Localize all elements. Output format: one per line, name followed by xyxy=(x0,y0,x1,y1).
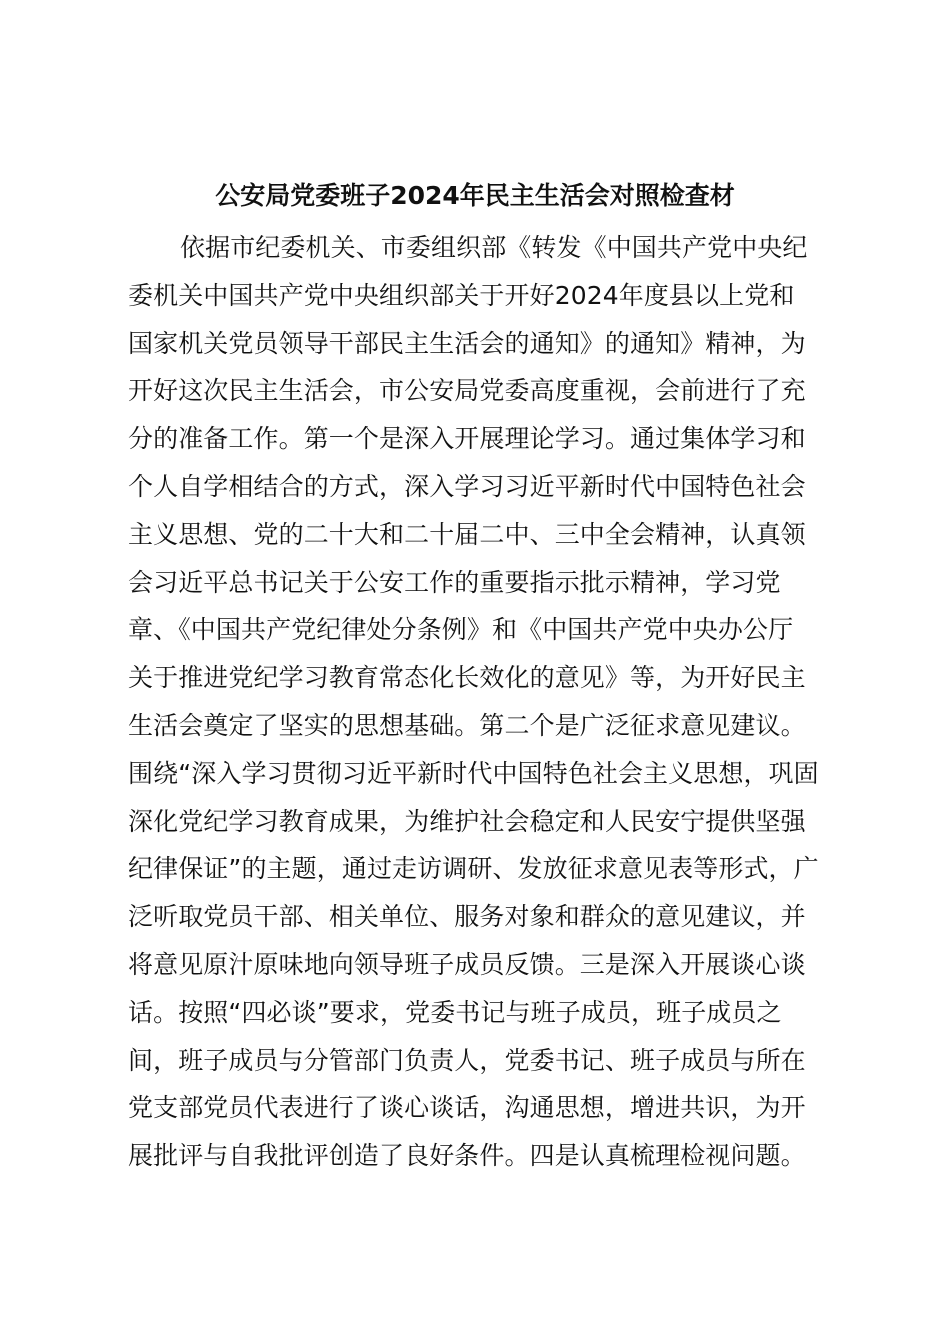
body-line: 主义思想、党的二十大和二十届二中、三中全会精神，认真领 xyxy=(128,519,806,549)
body-line: 委机关中国共产党中央组织部关于开好2024年度县以上党和 xyxy=(128,280,795,310)
body-line: 国家机关党员领导干部民主生活会的通知》的通知》精神，为 xyxy=(128,328,806,358)
body-line: 间，班子成员与分管部门负责人，党委书记、班子成员与所在 xyxy=(128,1045,806,1075)
body-line: 依据市纪委机关、市委组织部《转发《中国共产党中央纪 xyxy=(180,233,808,262)
body-line: 分的准备工作。第一个是深入开展理论学习。通过集体学习和 xyxy=(128,424,806,454)
body-line: 个人自学相结合的方式，深入学习习近平新时代中国特色社会 xyxy=(128,471,806,501)
document-title: 公安局党委班子2024年民主生活会对照检查材 xyxy=(215,181,735,210)
body-line: 纪律保证”的主题，通过走访调研、发放征求意见表等形式，广 xyxy=(128,854,819,884)
body-line: 泛听取党员干部、相关单位、服务对象和群众的意见建议，并 xyxy=(128,902,806,932)
body-line: 展批评与自我批评创造了良好条件。四是认真梳理检视问题。 xyxy=(128,1141,806,1171)
body-line: 话。按照“四必谈”要求，党委书记与班子成员，班子成员之 xyxy=(128,997,782,1027)
body-line: 将意见原汁原味地向领导班子成员反馈。三是深入开展谈心谈 xyxy=(128,949,806,979)
body-line: 生活会奠定了坚实的思想基础。第二个是广泛征求意见建议。 xyxy=(128,710,806,740)
document-body xyxy=(128,224,828,1180)
body-line: 党支部党员代表进行了谈心谈话，沟通思想，增进共识，为开 xyxy=(128,1093,806,1123)
body-line: 围绕“深入学习贯彻习近平新时代中国特色社会主义思想，巩固 xyxy=(128,758,819,788)
body-line: 开好这次民主生活会，市公安局党委高度重视，会前进行了充 xyxy=(128,376,806,406)
body-line: 会习近平总书记关于公安工作的重要指示批示精神，学习党 xyxy=(128,567,781,597)
body-line: 章、《中国共产党纪律处分条例》和《中国共产党中央办公厅 xyxy=(128,615,794,645)
body-line: 深化党纪学习教育成果，为维护社会稳定和人民安宁提供坚强 xyxy=(128,806,806,836)
body-line: 关于推进党纪学习教育常态化长效化的意见》等，为开好民主 xyxy=(128,663,806,693)
